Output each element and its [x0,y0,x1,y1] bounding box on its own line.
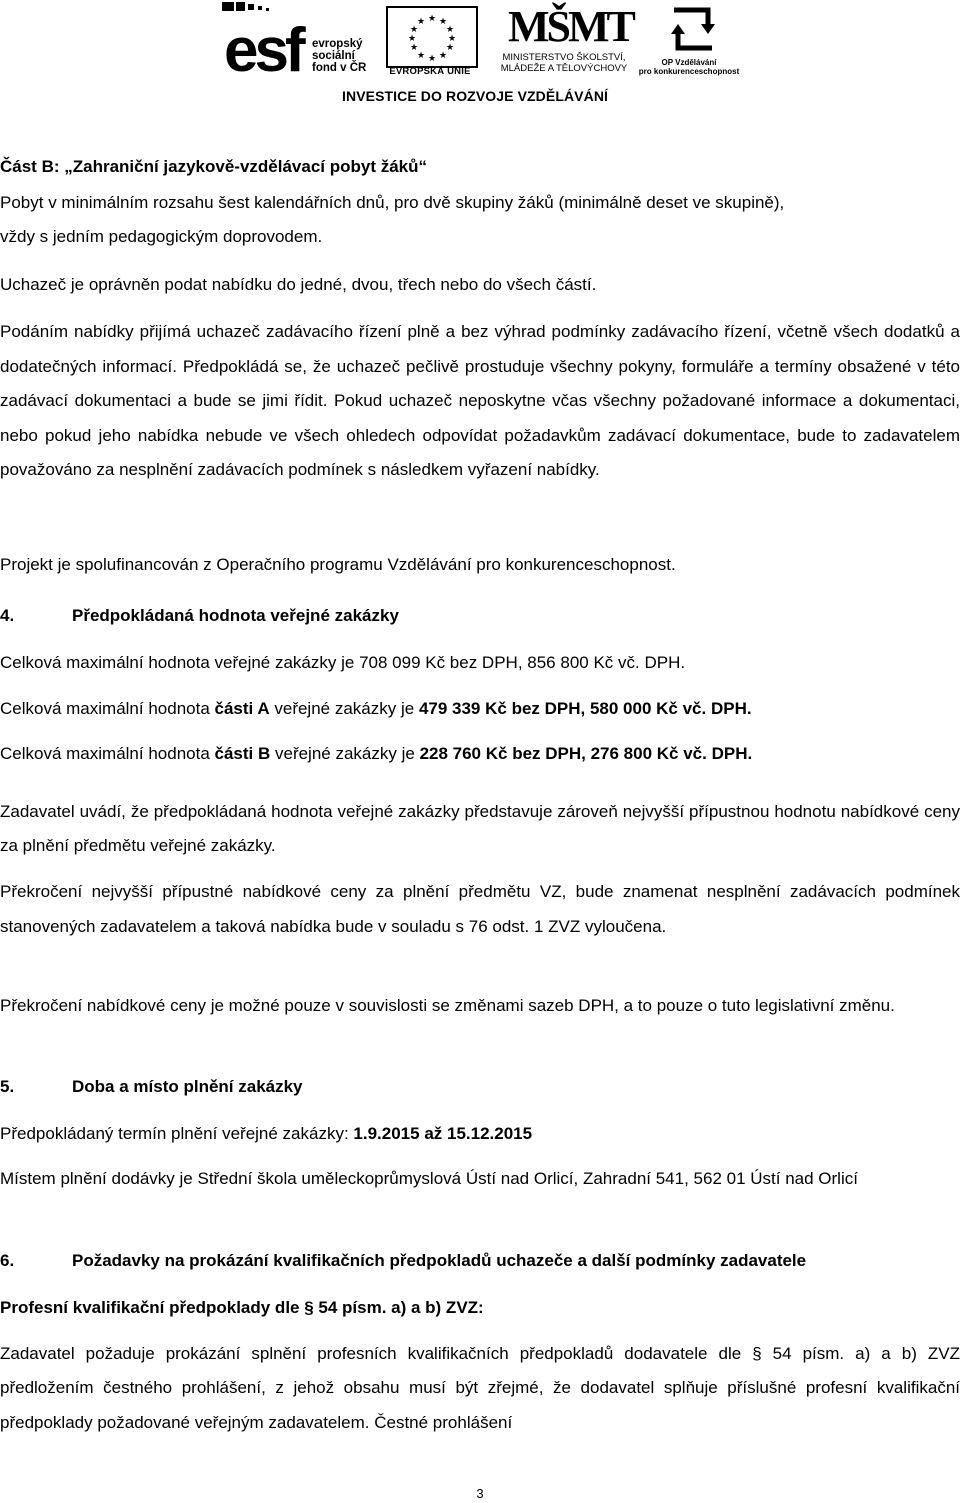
esf-wordmark: esf [224,16,302,85]
term-line [0,1122,960,1146]
msmt-logo [484,2,644,80]
svg-text:★: ★ [409,43,419,53]
max-price-paragraph: Zadavatel uvádí, že předpokládaná hodnota veřejné zakázky představuje zároveň nejvyšší přípustnou hodnotu nabídkové ceny za plnění předmětu veřejné zakázky. [0,802,960,855]
esf-caption-line: evropský [312,38,363,50]
svg-text:★: ★ [445,43,455,53]
svg-text:★: ★ [447,34,457,44]
eu-flag-icon [386,6,478,68]
section-4-heading [0,604,960,628]
msmt-caption-line: MINISTERSTVO ŠKOLSTVÍ, [502,52,626,63]
vat-change-paragraph: Překročení nabídkové ceny je možné pouze v souvislosti se změnami sazeb DPH, a to pouze o tuto legislativní změnu. [0,996,895,1015]
op-caption [634,58,744,76]
section-title: Požadavky na prokázání kvalifikačních předpokladů uchazeče a další podmínky zadavatele [72,1251,807,1270]
value-text: Celková maximální hodnota [0,699,215,718]
section-number: 6. [0,1251,15,1270]
eu-label: EVROPSKÁ UNIE [389,66,471,77]
slogan: INVESTICE DO ROZVOJE VZDĚLÁVÁNÍ [342,88,609,104]
term-value: 1.9.2015 až 15.12.2015 [353,1124,533,1143]
part-b-line: Pobyt v minimálním rozsahu šest kalendářních dnů, pro dvě skupiny žáků (minimálně deset ve skupině), [0,193,785,212]
part-label: části B [214,744,271,763]
section-number: 5. [0,1077,15,1096]
qualification-subheading: Profesní kvalifikační předpoklady dle § 54 písm. a) a b) ZVZ: [0,1298,484,1317]
op-logo [634,2,744,80]
funding-paragraph: Projekt je spolufinancován z Operačního programu Vzdělávání pro konkurenceschopnost. [0,555,676,574]
esf-logo [222,2,384,85]
value-text: veřejné zakázky je [269,699,419,718]
msmt-mark: MŠMT [508,2,633,51]
svg-text:★: ★ [427,54,437,64]
esf-caption-line: sociální [312,50,355,62]
svg-text:★: ★ [409,25,419,35]
part-label: části A [214,699,270,718]
part-b-heading: Část B: „Zahraniční jazykově-vzdělávací pobyt žáků“ [0,157,428,176]
section-title: Doba a místo plnění zakázky [72,1077,303,1096]
submission-paragraph: Podáním nabídky přijímá uchazeč zadávacího řízení plně a bez výhrad podmínky zadávacího řízení, včetně všech dodatků a dodatečných informací. Předpokládá se, že uchazeč pečlivě prostuduje všechny pokyny, formuláře a termíny obsažené v této zadávací dokumentaci a bude se jimi řídit. Pokud uchazeč neposkytne včas všechny požadované informace a dokumentaci, nebo pokud jeho nabídka nebude ve všech ohledech odpovídat požadavkům zadávací dokumentace, bude to zadavatelem považováno za nesplnění zadávacích podmínek s následkem vyřazení nabídky. [0,322,960,480]
section-6-heading [0,1249,960,1273]
part-b-value [0,742,960,766]
eu-logo [380,2,480,80]
eligibility-paragraph: Uchazeč je oprávněn podat nabídku do jedné, dvou, třech nebo do všech částí. [0,275,597,294]
logo-header [222,2,742,106]
place-paragraph: Místem plnění dodávky je Střední škola uměleckoprůmyslová Ústí nad Orlicí, Zahradní 541, 562 01 Ústí nad Orlicí [0,1169,858,1188]
svg-text:★: ★ [427,14,437,24]
part-b-line: vždy s jedním pedagogickým doprovodem. [0,227,323,246]
total-value: Celková maximální hodnota veřejné zakázky je 708 099 Kč bez DPH, 856 800 Kč vč. DPH. [0,653,686,672]
part-a-value [0,697,960,721]
svg-text:★: ★ [438,51,448,61]
svg-text:★: ★ [416,17,426,27]
value-amount: 228 760 Kč bez DPH, 276 800 Kč vč. DPH. [419,744,753,763]
svg-text:★: ★ [416,51,426,61]
svg-text:★: ★ [445,25,455,35]
esf-caption [312,38,366,74]
value-text: Celková maximální hodnota [0,744,215,763]
msmt-caption-line: MLÁDEŽE A TĚLOVÝCHOVY [500,63,628,74]
exceeding-paragraph: Překročení nejvyšší přípustné nabídkové ceny za plnění předmětu VZ, bude znamenat nesplnění zadávacích podmínek stanovených zadavatelem a taková nabídka bude v souladu s 76 odst. 1 ZVZ vyloučena. [0,882,960,936]
svg-text:★: ★ [407,34,417,44]
section-number: 4. [0,606,15,625]
esf-caption-line: fond v ČR [312,62,367,74]
value-amount: 479 339 Kč bez DPH, 580 000 Kč vč. DPH. [418,699,752,718]
svg-text:★: ★ [438,17,448,27]
section-5-heading [0,1075,960,1099]
msmt-caption [484,52,644,74]
op-caption-line: OP Vzdělávání [661,58,717,67]
term-label: Předpokládaný termín plnění veřejné zakázky: [0,1124,354,1143]
op-arrows-icon [668,4,718,54]
op-caption-line: pro konkurenceschopnost [638,67,740,76]
section-title: Předpokládaná hodnota veřejné zakázky [72,606,399,625]
qualification-paragraph: Zadavatel požaduje prokázání splnění profesních kvalifikačních předpokladů dodavatele dle § 54 písm. a) a b) ZVZ předložením čestného prohlášení, z jehož obsahu musí být zřejmé, že dodavatel splňuje příslušné profesní kvalifikační předpoklady požadované veřejným zadavatelem. Čestné prohlášení [0,1344,960,1432]
value-text: veřejné zakázky je [270,744,420,763]
page-number: 3 [476,1486,484,1501]
